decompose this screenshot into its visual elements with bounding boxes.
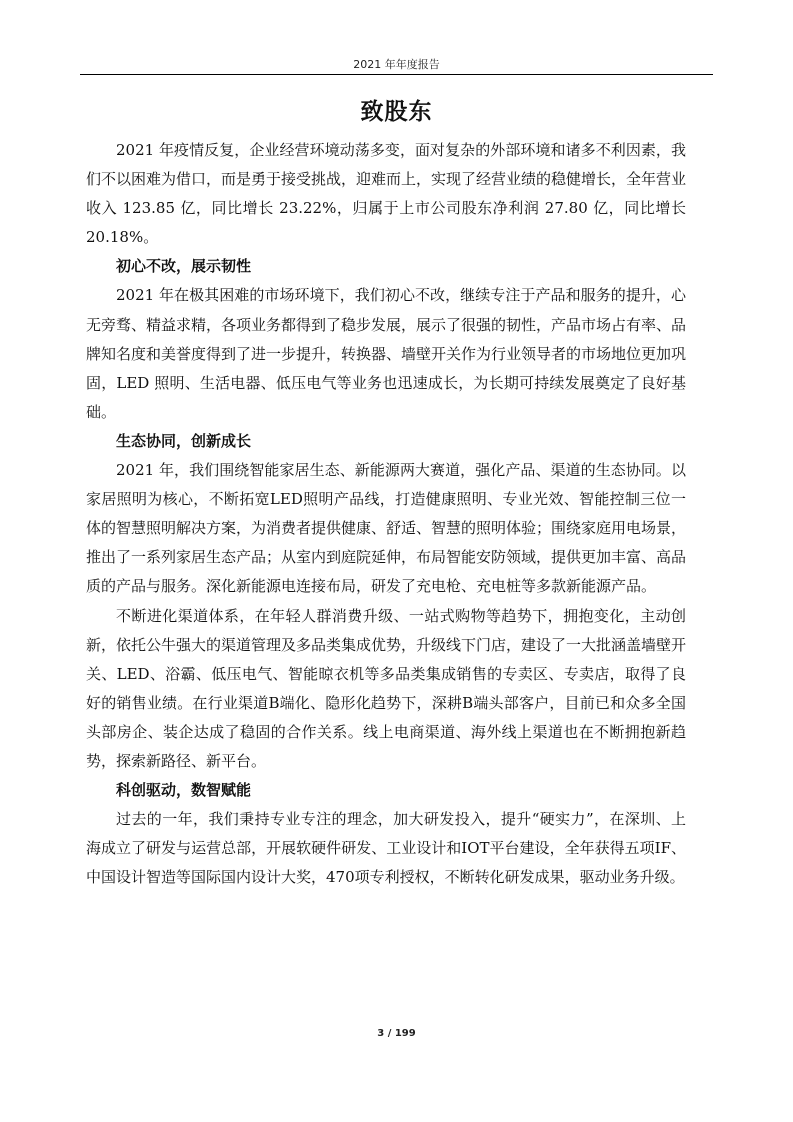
report-header: 2021 年年度报告	[353, 58, 440, 71]
section-heading: 生态协同，创新成长	[116, 431, 252, 450]
page-number: 3 / 199	[377, 1028, 416, 1039]
document-title: 致股东	[360, 99, 433, 125]
header-divider	[80, 74, 713, 75]
body-paragraph: 2021 年在极其困难的市场环境下，我们初心不改，继续专注于产品和服务的提升，心无旁骛、精益求精，各项业务都得到了稳步发展，展示了很强的韧性，产品市场占有率、品牌知名度和美誉度得到了进一步提升，转换器、墙壁开关作为行业领导者的市场地位更加巩固，LED 照明、生活电器、低压电气等业务也迅速成长，为长期可持续发展奠定了良好基础。	[86, 286, 687, 421]
document-body	[86, 136, 686, 892]
body-paragraph: 过去的一年，我们秉持专业专注的理念，加大研发投入，提升“硬实力”，在深圳、上海成立了研发与运营总部，开展软硬件研发、工业设计和IOT平台建设，全年获得五项IF、中国设计智造等国际国内设计大奖，470项专利授权，不断转化研发成果，驱动业务升级。	[86, 810, 686, 887]
body-paragraph: 不断进化渠道体系，在年轻人群消费升级、一站式购物等趋势下，拥抱变化，主动创新，依托公牛强大的渠道管理及多品类集成优势，升级线下门店，建设了一大批涵盖墙壁开关、LED、浴霸、低压电气、智能晾衣机等多品类集成销售的专卖区、专卖店，取得了良好的销售业绩。在行业渠道B端化、隐形化趋势下，深耕B端头部客户，目前已和众多全国头部房企、装企达成了稳固的合作关系。线上电商渠道、海外线上渠道也在不断拥抱新趋势，探索新路径、新平台。	[86, 606, 687, 770]
section-heading: 科创驱动，数智赋能	[116, 781, 252, 800]
section-heading: 初心不改，展示韧性	[116, 257, 252, 276]
intro-paragraph: 2021 年疫情反复，企业经营环境动荡多变，面对复杂的外部环境和诸多不利因素，我们不以困难为借口，而是勇于接受挑战，迎难而上，实现了经营业绩的稳健增长，全年营业收入 123.85 亿，同比增长 23.22%，归属于上市公司股东净利润 27.80 亿，同比增长 20.18%。	[86, 141, 687, 247]
body-paragraph: 2021 年，我们围绕智能家居生态、新能源两大赛道，强化产品、渠道的生态协同。以家居照明为核心，不断拓宽LED照明产品线，打造健康照明、专业光效、智能控制三位一体的智慧照明解决方案，为消费者提供健康、舒适、智慧的照明体验；围绕家庭用电场景，推出了一系列家居生态产品；从室内到庭院延伸，布局智能安防领域，提供更加丰富、高品质的产品与服务。深化新能源电连接布局，研发了充电枪、充电桩等多款新能源产品。	[86, 461, 687, 596]
